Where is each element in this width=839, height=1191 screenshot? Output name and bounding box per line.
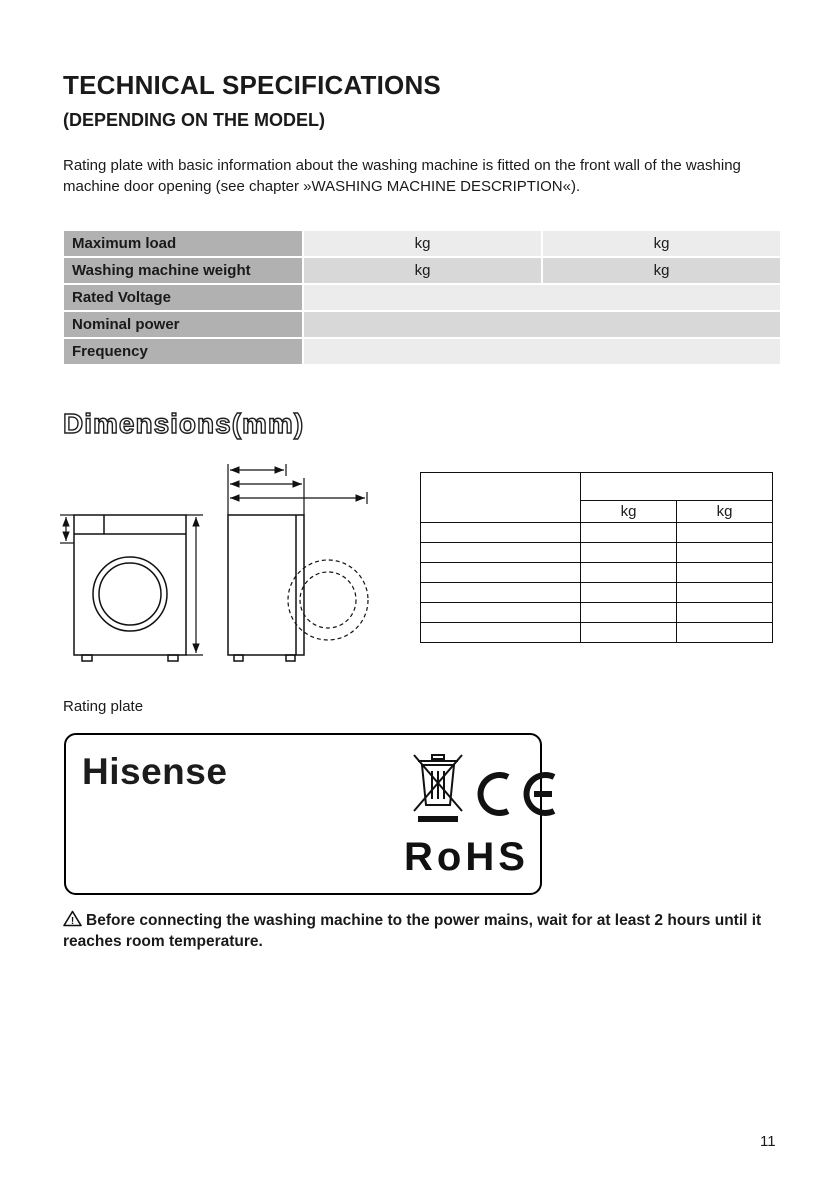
dims-header-row <box>421 473 773 501</box>
rohs-label: RoHS <box>404 835 529 879</box>
spec-row-weight <box>64 258 780 283</box>
warning-note <box>63 910 779 952</box>
spec-value <box>304 339 780 364</box>
spec-value: kg <box>304 258 541 283</box>
dims-row <box>421 543 773 563</box>
dimensions-table <box>420 472 773 643</box>
hisense-logo: Hisense <box>82 751 228 792</box>
side-view-machine <box>228 515 304 661</box>
dims-unit-cell: kg <box>581 501 677 523</box>
dims-row <box>421 563 773 583</box>
rating-plate-caption: Rating plate <box>63 698 144 715</box>
side-view-dimension-arrows <box>228 464 367 515</box>
spec-label: Frequency <box>64 339 302 364</box>
intro-paragraph: Rating plate with basic information about the washing machine is fitted on the front wall of the washing machine door opening (see chapter »WASHING MACHINE DESCRIPTION«). <box>63 157 741 195</box>
dims-row <box>421 603 773 623</box>
rating-plate <box>64 733 542 895</box>
dims-row <box>421 623 773 643</box>
open-door-swing-outline <box>288 560 368 640</box>
dims-header-cell <box>581 473 773 501</box>
spec-row-maximum-load <box>64 231 780 256</box>
spec-label: Washing machine weight <box>64 258 302 283</box>
spec-row-frequency <box>64 339 780 364</box>
page-subtitle: (DEPENDING ON THE MODEL) <box>63 110 326 130</box>
spec-table <box>62 229 782 366</box>
page-number: 11 <box>760 1133 776 1150</box>
washing-machine-dimensions-diagram <box>60 460 425 675</box>
warning-triangle-icon <box>63 910 82 927</box>
spec-row-rated-voltage <box>64 285 780 310</box>
spec-label: Maximum load <box>64 231 302 256</box>
spec-value <box>304 285 780 310</box>
spec-value: kg <box>543 231 780 256</box>
front-view-dimension-arrows <box>60 515 203 655</box>
weee-crossed-bin-icon <box>412 753 464 831</box>
spec-row-nominal-power <box>64 312 780 337</box>
dims-header-cell <box>421 473 581 523</box>
spec-value <box>304 312 780 337</box>
page-title: TECHNICAL SPECIFICATIONS <box>63 70 441 100</box>
spec-label: Nominal power <box>64 312 302 337</box>
spec-value: kg <box>543 258 780 283</box>
front-view-machine <box>74 515 186 661</box>
spec-value: kg <box>304 231 541 256</box>
spec-label: Rated Voltage <box>64 285 302 310</box>
dims-unit-cell: kg <box>677 501 773 523</box>
svg-text:!: ! <box>70 915 75 927</box>
dims-row <box>421 523 773 543</box>
dimensions-heading: Dimensions(mm) <box>63 408 305 439</box>
dims-row <box>421 583 773 603</box>
ce-mark-icon <box>468 769 560 819</box>
warning-text: Before connecting the washing machine to the power mains, wait for at least 2 hours until it reaches room temperature. <box>63 912 762 950</box>
